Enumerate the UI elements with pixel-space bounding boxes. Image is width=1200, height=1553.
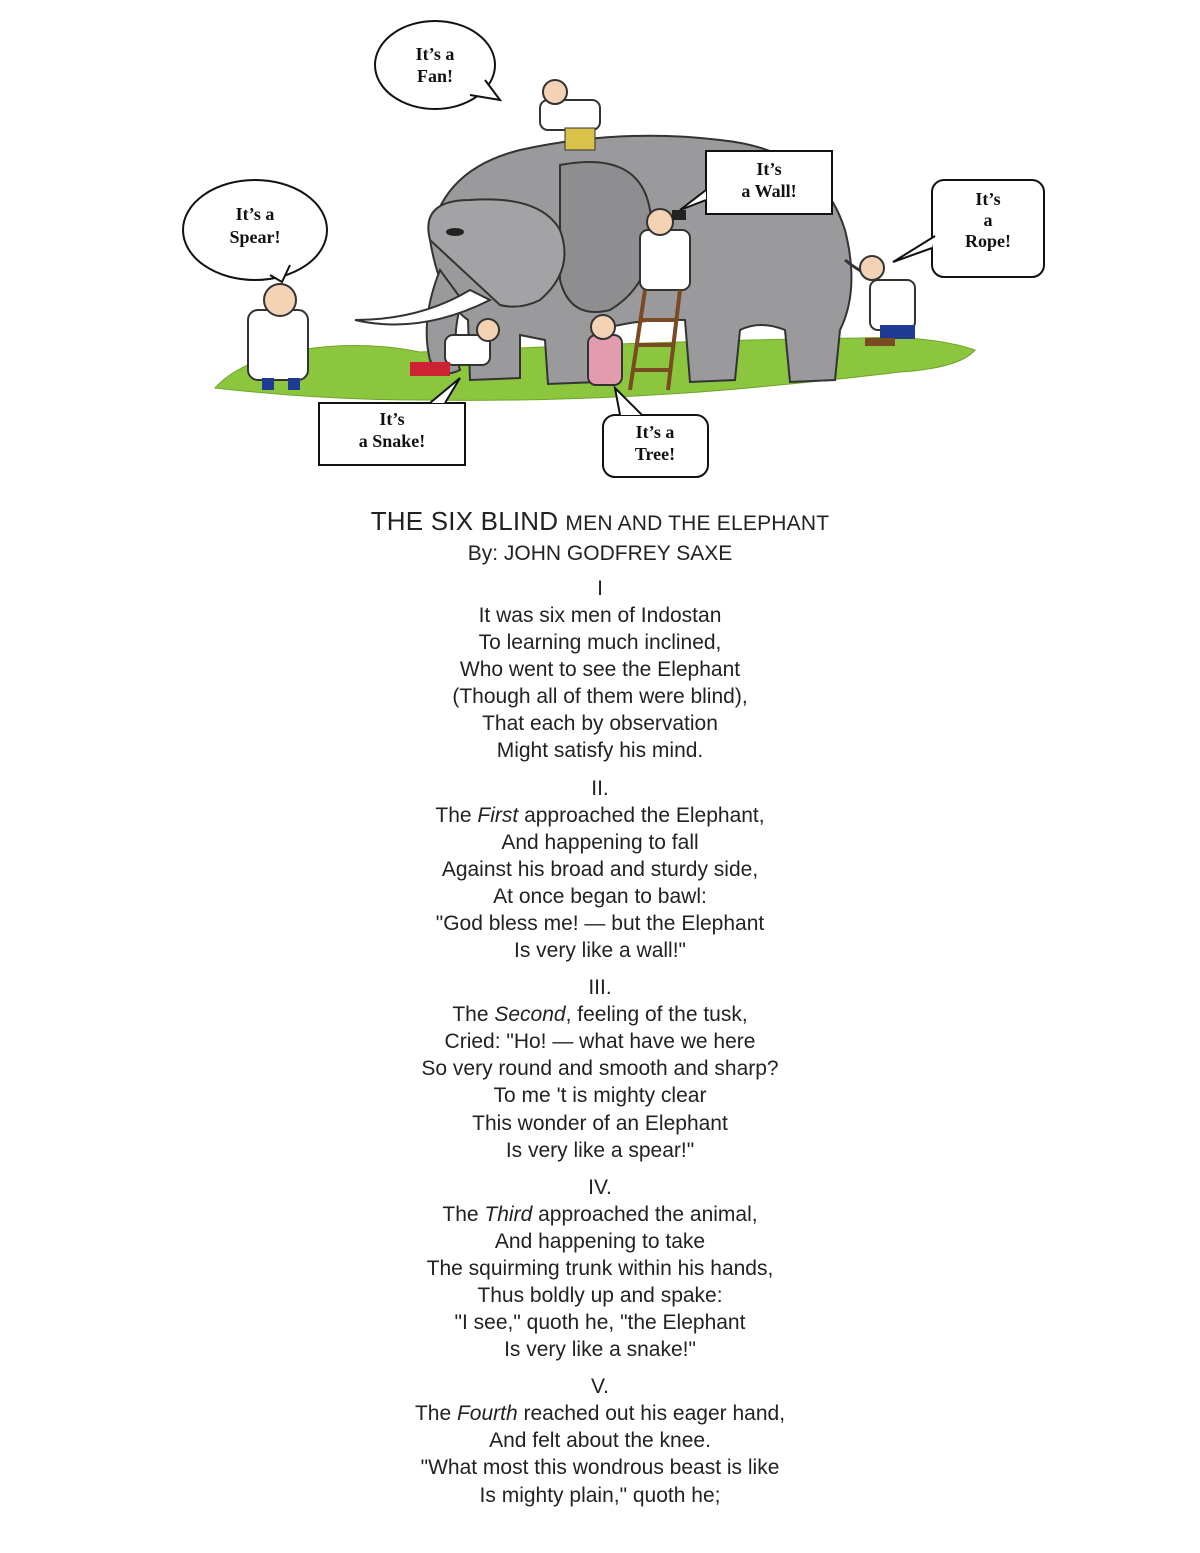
bubble-rope-text: a <box>983 210 993 230</box>
poem-line: This wonder of an Elephant <box>472 1111 728 1135</box>
stanza <box>0 1374 1200 1508</box>
poem-line: The First approached the Elephant, <box>435 803 765 827</box>
stanza <box>0 776 1200 965</box>
man-spear <box>248 284 308 390</box>
bubble-rope-text: It’s <box>975 189 1001 209</box>
bubble-wall-text: It’s <box>756 159 782 179</box>
poem-line: (Though all of them were blind), <box>452 685 748 709</box>
poem-line: It was six men of Indostan <box>478 604 722 627</box>
cartoon-illustration <box>0 0 1200 490</box>
poem-line: And happening to fall <box>501 830 699 854</box>
poem-line: Is very like a wall!" <box>514 939 686 963</box>
poem-line: To me 't is mighty clear <box>493 1084 707 1108</box>
bubble-spear-text: Spear! <box>229 227 281 247</box>
man-fan <box>540 80 600 150</box>
poem-line: "What most this wondrous beast is like <box>420 1456 780 1480</box>
poem-line: That each by observation <box>482 712 718 736</box>
poem-line: Is mighty plain," quoth he; <box>479 1483 721 1507</box>
stanza <box>0 975 1200 1164</box>
poem-line: And happening to take <box>494 1229 706 1253</box>
stanza-numeral: II. <box>591 776 609 800</box>
poem-line: Might satisfy his mind. <box>496 739 704 763</box>
poem-line: Is very like a spear!" <box>505 1138 695 1162</box>
poem-line: And felt about the knee. <box>489 1429 711 1453</box>
poem-line: At once began to bawl: <box>493 884 707 908</box>
bubble-tree-text: Tree! <box>634 444 676 464</box>
poem <box>0 505 1200 1520</box>
bubble-snake-text: a Snake! <box>358 431 426 451</box>
poem-title <box>0 505 1200 540</box>
poem-line: "God bless me! — but the Elephant <box>435 911 765 935</box>
poem-line: Against his broad and sturdy side, <box>441 857 759 881</box>
poem-line: So very round and smooth and sharp? <box>421 1057 779 1081</box>
poem-line: Thus boldly up and spake: <box>477 1283 723 1307</box>
bubble-tree-text: It’s a <box>635 422 675 442</box>
stanza-numeral: IV. <box>588 1175 612 1199</box>
poem-line: The Second, feeling of the tusk, <box>452 1003 748 1027</box>
bubble-spear-text: It’s a <box>235 204 275 224</box>
bubble-wall-text: a Wall! <box>741 181 797 201</box>
stanza-numeral: V. <box>591 1375 609 1399</box>
bubble-rope <box>893 180 1044 277</box>
bubble-snake-text: It’s <box>379 409 405 429</box>
man-rope <box>860 256 915 346</box>
poem-line: Cried: "Ho! — what have we here <box>444 1030 756 1054</box>
poem-line: "I see," quoth he, "the Elephant <box>454 1311 746 1335</box>
poem-line: Is very like a snake!" <box>504 1338 696 1362</box>
bubble-spear <box>183 180 327 282</box>
bubble-fan-text: Fan! <box>417 66 453 86</box>
stanza-numeral: I <box>597 577 603 600</box>
stanzas <box>0 576 1200 1509</box>
poem-line: The squirming trunk within his hands, <box>426 1256 774 1280</box>
stanza-numeral: III. <box>588 976 612 1000</box>
poem-line: Who went to see the Elephant <box>459 658 741 682</box>
byline: By: JOHN GODFREY SAXE <box>467 542 733 565</box>
poem-line: To learning much inclined, <box>478 631 722 655</box>
bubble-fan-text: It’s a <box>415 44 455 64</box>
poem-line: The Fourth reached out his eager hand, <box>414 1402 786 1426</box>
stanza <box>0 1175 1200 1364</box>
bubble-rope-text: Rope! <box>965 231 1011 251</box>
title-part-2: MEN AND THE ELEPHANT <box>565 512 830 535</box>
bubble-fan <box>375 21 500 109</box>
bubble-tree <box>603 388 708 477</box>
stanza <box>0 576 1200 765</box>
title-part-1: THE SIX BLIND <box>370 506 559 536</box>
poem-line: The Third approached the animal, <box>442 1202 758 1226</box>
